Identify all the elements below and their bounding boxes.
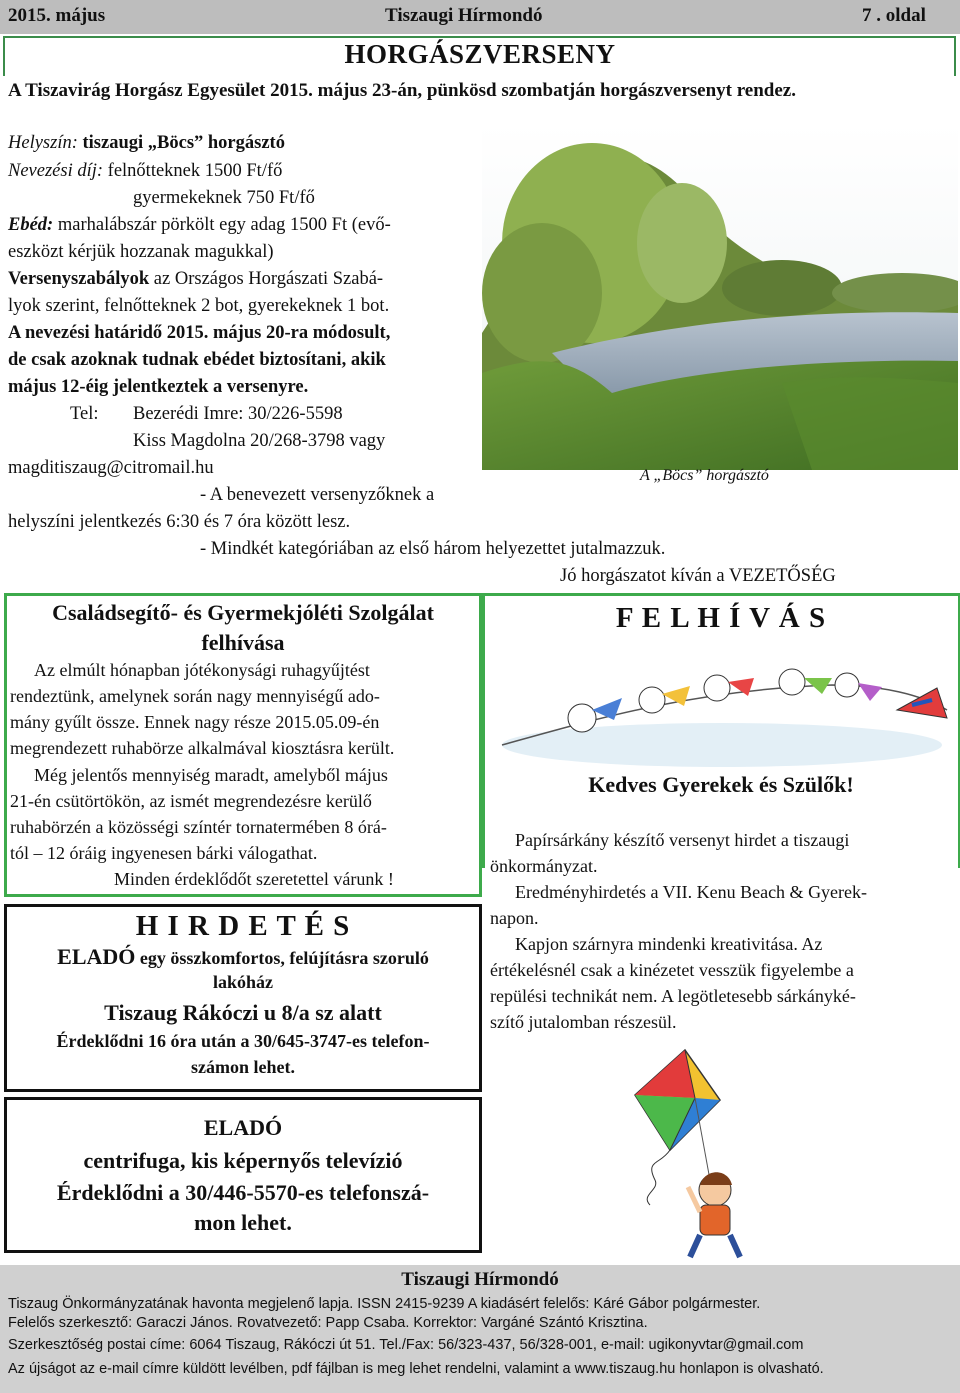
photo-caption: A „Böcs” horgásztó — [640, 467, 769, 484]
note-2: - Mindkét kategóriában az első három helyezettet jutalmazzuk. — [200, 539, 666, 559]
rules-line — [8, 269, 383, 290]
ad-house-title — [4, 910, 482, 943]
call-line-2: önkormányzat. — [490, 856, 598, 876]
family-title-1: Családsegítő- és Gyermekjóléti Szolgálat — [52, 600, 434, 625]
kites-illustration — [492, 650, 952, 770]
family-title-2: felhívása — [201, 630, 285, 655]
note-1b: helyszíni jelentkezés 6:30 és 7 óra között lesz. — [8, 512, 351, 532]
ad-house-sale-word: ELADÓ — [57, 944, 136, 969]
ad-appliance-contact-2: mon lehet. — [194, 1210, 292, 1235]
paper-name: Tiszaugi Hírmondó — [385, 5, 543, 26]
rules-text-2: lyok szerint, felnőtteknek 2 bot, gyerekeknek 1 bot. — [8, 296, 390, 316]
call-line-7: repülési technikát nem. A legötletesebb sárkányké- — [490, 986, 856, 1006]
ad-house-title-text: H I R D E T É S — [135, 910, 351, 942]
contact-1: Bezerédi Imre: 30/226-5598 — [133, 404, 343, 424]
family-p1-2: rendeztünk, amelynek során nagy mennyiségű ado- — [10, 686, 380, 706]
ad-appliance-items: centrifuga, kis képernyős televízió — [83, 1148, 403, 1173]
fee-line — [8, 161, 282, 182]
call-line-5: Kapjon szárnyra mindenki kreativitása. Az — [515, 934, 823, 954]
venue-value: tiszaugi „Böcs” horgásztó — [82, 133, 285, 153]
family-p1-3: mány gyűlt össze. Ennek nagy része 2015.05.09-én — [10, 712, 380, 732]
call-line-3: Eredményhirdetés a VII. Kenu Beach & Gyerek- — [515, 882, 868, 902]
call-line-1: Papírsárkány készítő versenyt hirdet a tiszaugi — [515, 830, 850, 850]
call-line-8: szítő jutalomban részesül. — [490, 1012, 677, 1032]
article-subtitle: A Tiszavirág Horgász Egyesület 2015. május 23-án, pünkösd szombatján horgászversenyt rendez. — [8, 80, 796, 101]
call-title: F E L H Í V Á S — [615, 602, 827, 634]
kite-boy-illustration — [600, 1040, 770, 1260]
call-line-6: értékelésnél csak a kinézetet vesszük figyelembe a — [490, 960, 854, 980]
venue-line — [8, 133, 285, 154]
tel-label: Tel: — [70, 404, 99, 424]
ad-house-address: Tiszaug Rákóczi u 8/a sz alatt — [104, 1000, 382, 1025]
note-1a: - A benevezett versenyzőknek a — [200, 485, 435, 505]
family-p3: Minden érdeklődőt szeretettel várunk ! — [114, 869, 394, 889]
rules-text: az Országos Horgászati Szabá- — [153, 269, 384, 289]
ad-house-line-2: lakóház — [212, 972, 273, 992]
ad-house-contact-1: Érdeklődni 16 óra után a 30/645-3747-es telefon- — [56, 1031, 430, 1051]
contact-email[interactable]: magditiszaug@citromail.hu — [8, 458, 214, 478]
footer-line-4: Az újságot az e-mail címre küldött levélben, pdf fájlban is meg lehet rendelni, valamint a www.tiszaug.hu honlapon is olvasható. — [8, 1361, 824, 1377]
organizer-sign: Jó horgászatot kíván a VEZETŐSÉG — [560, 566, 836, 586]
lunch-text-2: eszközt kérjük hozzanak magukkal) — [8, 242, 274, 262]
footer-line-3: Szerkesztőség postai címe: 6064 Tiszaug, Rákóczi út 51. Tel./Fax: 56/323-437, 56/328-001, e-mail: ugikonyvtar@gmail.com — [8, 1337, 804, 1353]
ad-house-line-1 — [4, 944, 482, 970]
contact-2: Kiss Magdolna 20/268-3798 vagy — [133, 431, 386, 451]
issue-date: 2015. május — [8, 5, 106, 26]
ad-appliance-contact-1: Érdeklődni a 30/446-5570-es telefonszá- — [56, 1180, 430, 1205]
family-p2-4: tól – 12 óráig ingyenesen bárki válogathat. — [10, 843, 318, 863]
family-p1-1: Az elmúlt hónapban jótékonysági ruhagyűjtést — [34, 660, 370, 680]
lake-photo — [482, 123, 958, 470]
family-p1-4: megrendezett ruhabörze alkalmával kiosztásra került. — [10, 738, 395, 758]
deadline-2: de csak azoknak tudnak ebédet biztosítani, akik — [8, 350, 386, 370]
family-p2-2: 21-én csütörtökön, az ismét megrendezésre kerülő — [10, 791, 372, 811]
family-p2-1: Még jelentős mennyiség maradt, amelyből május — [34, 765, 388, 785]
lunch-line — [8, 215, 391, 236]
page-number: 7 . oldal — [862, 5, 926, 26]
fee-child: gyermekeknek 750 Ft/fő — [133, 188, 315, 208]
ad-house-contact-2: számon lehet. — [191, 1057, 295, 1077]
fee-label: Nevezési díj: — [8, 161, 104, 181]
footer-line-1: Tiszaug Önkormányzatának havonta megjelenő lapja. ISSN 2415-9239 A kiadásért felelős: Káré Gábor polgármester. — [8, 1296, 761, 1312]
lunch-label: Ebéd: — [8, 215, 54, 235]
venue-label: Helyszín: — [8, 133, 78, 153]
deadline-1: A nevezési határidő 2015. május 20-ra módosult, — [8, 323, 391, 343]
call-line-4: napon. — [490, 908, 539, 928]
fee-adult: felnőtteknek 1500 Ft/fő — [107, 161, 283, 181]
lunch-text: marhalábszár pörkölt egy adag 1500 Ft (evő- — [57, 215, 391, 235]
family-p2-3: ruhabörzén a közösségi színtér tornatermében 8 órá- — [10, 817, 387, 837]
ad-house-line-1-rest: egy összkomfortos, felújításra szoruló — [135, 948, 429, 968]
call-greeting: Kedves Gyerekek és Szülők! — [588, 772, 854, 797]
rules-label: Versenyszabályok — [8, 269, 150, 289]
footer-title: Tiszaugi Hírmondó — [401, 1269, 559, 1290]
ad-appliance-title: ELADÓ — [203, 1115, 283, 1140]
footer-line-2: Felelős szerkesztő: Garaczi János. Rovatvezető: Papp Csaba. Korrektor: Vargáné Szántó Krisztina. — [8, 1315, 648, 1331]
article-title: HORGÁSZVERSENY — [344, 39, 616, 69]
deadline-3: május 12-éig jelentkeztek a versenyre. — [8, 377, 309, 397]
